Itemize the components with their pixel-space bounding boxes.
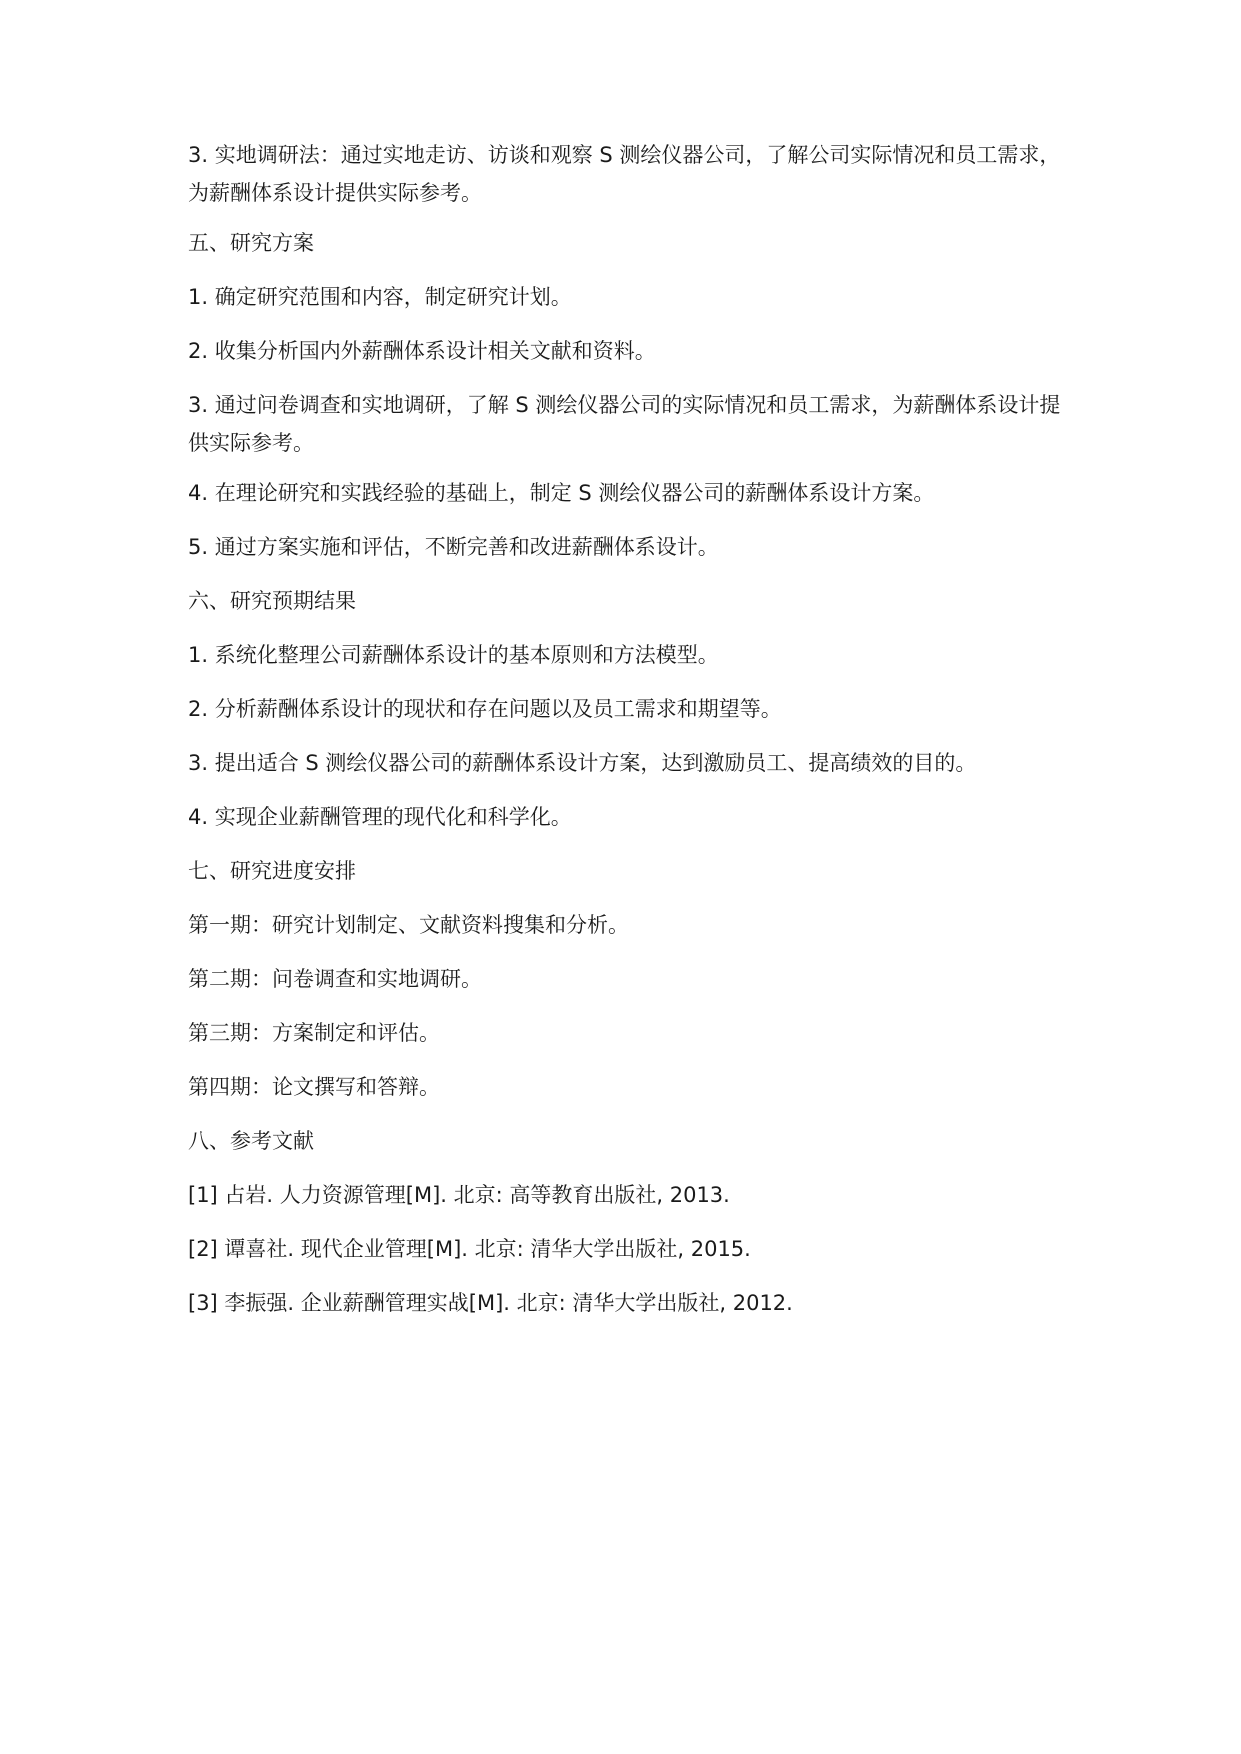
section-6-heading: 六、研究预期结果: [188, 589, 356, 613]
reference-1: [1] 占岩. 人力资源管理[M]. 北京: 高等教育出版社, 2013.: [188, 1183, 730, 1207]
reference-3: [3] 李振强. 企业薪酬管理实战[M]. 北京: 清华大学出版社, 2012.: [188, 1291, 793, 1315]
section-6-item-1: 1. 系统化整理公司薪酬体系设计的基本原则和方法模型。: [188, 643, 719, 667]
reference-2: [2] 谭喜社. 现代企业管理[M]. 北京: 清华大学出版社, 2015.: [188, 1237, 751, 1261]
section-6-item-3: 3. 提出适合 S 测绘仪器公司的薪酬体系设计方案，达到激励员工、提高绩效的目的。: [188, 751, 977, 775]
section-8-heading: 八、参考文献: [188, 1129, 314, 1153]
section-5-heading: 五、研究方案: [188, 231, 314, 255]
section-7-item-2: 第二期：问卷调查和实地调研。: [188, 967, 482, 991]
section-5-item-3: 3. 通过问卷调查和实地调研，了解 S 测绘仪器公司的实际情况和员工需求，为薪酬体系设计提供实际参考。: [188, 393, 1061, 455]
section-6-item-2: 2. 分析薪酬体系设计的现状和存在问题以及员工需求和期望等。: [188, 697, 782, 721]
section-7-item-1: 第一期：研究计划制定、文献资料搜集和分析。: [188, 913, 629, 937]
section-5-item-2: 2. 收集分析国内外薪酬体系设计相关文献和资料。: [188, 339, 656, 363]
section-5-item-5: 5. 通过方案实施和评估，不断完善和改进薪酬体系设计。: [188, 535, 719, 559]
section-5-item-4: 4. 在理论研究和实践经验的基础上，制定 S 测绘仪器公司的薪酬体系设计方案。: [188, 481, 935, 505]
section-7-item-4: 第四期：论文撰写和答辩。: [188, 1075, 440, 1099]
section-7-item-3: 第三期：方案制定和评估。: [188, 1021, 440, 1045]
method-item-3: 3. 实地调研法：通过实地走访、访谈和观察 S 测绘仪器公司，了解公司实际情况和员工需求，为薪酬体系设计提供实际参考。: [188, 143, 1061, 205]
section-6-item-4: 4. 实现企业薪酬管理的现代化和科学化。: [188, 805, 572, 829]
section-5-item-1: 1. 确定研究范围和内容，制定研究计划。: [188, 285, 572, 309]
section-7-heading: 七、研究进度安排: [188, 859, 356, 883]
